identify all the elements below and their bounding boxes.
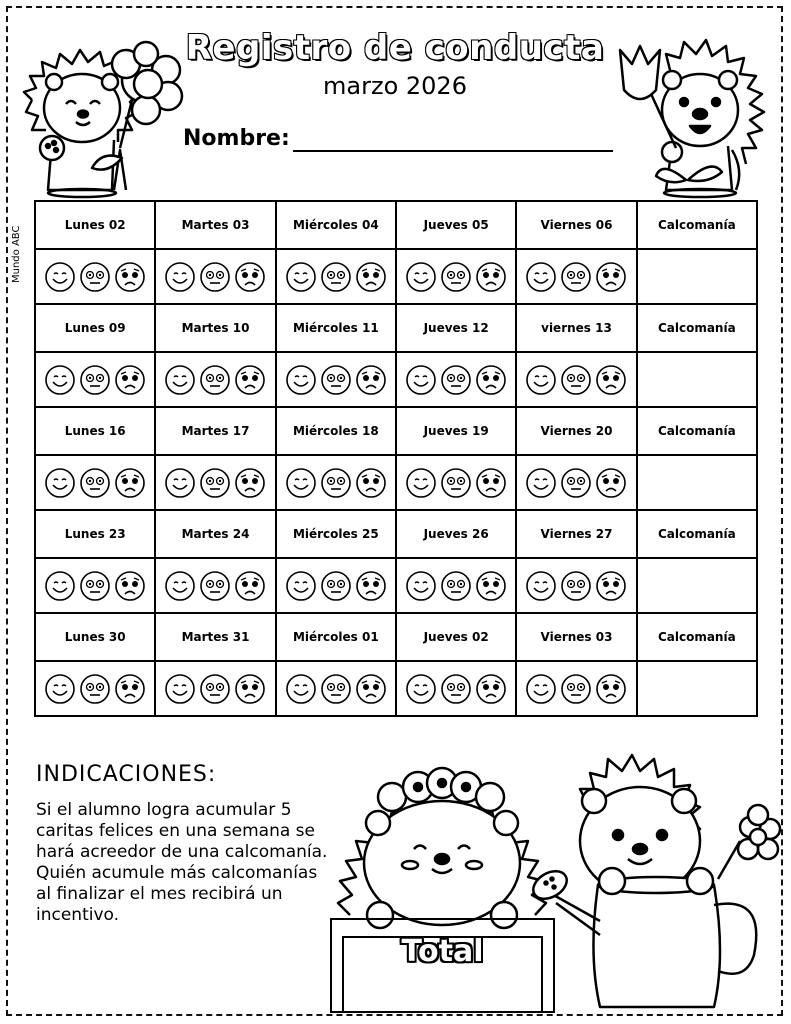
day-header-cell: Viernes 06 (516, 201, 636, 249)
sad-face-icon[interactable] (114, 467, 146, 499)
sticker-header-cell: Calcomanía (637, 613, 757, 661)
day-header-cell: viernes 13 (516, 304, 636, 352)
happy-face-icon[interactable] (44, 570, 76, 602)
sticker-header-cell: Calcomanía (637, 510, 757, 558)
neutral-face-icon[interactable] (440, 467, 472, 499)
week-faces-row (35, 558, 757, 613)
day-header-cell: Jueves 26 (396, 510, 516, 558)
face-options (397, 261, 515, 293)
happy-face-icon[interactable] (285, 673, 317, 705)
happy-face-icon[interactable] (285, 364, 317, 396)
day-faces-cell (276, 661, 396, 716)
total-label: Total (401, 934, 484, 969)
day-faces-cell (276, 455, 396, 510)
day-faces-cell (396, 661, 516, 716)
week-header-row (35, 613, 757, 661)
day-header-cell: Miércoles 18 (276, 407, 396, 455)
happy-face-icon[interactable] (285, 570, 317, 602)
sad-face-icon[interactable] (234, 673, 266, 705)
happy-face-icon[interactable] (44, 364, 76, 396)
sad-face-icon[interactable] (355, 467, 387, 499)
instructions-text: Si el alumno logra acumular 5 caritas felices en una semana se hará acreedor de una calcomanía. Quién acumule más calcomanías al finalizar el mes recibirá un incentivo. (36, 800, 328, 925)
day-header-cell: Viernes 20 (516, 407, 636, 455)
day-header-cell: Jueves 19 (396, 407, 516, 455)
happy-face-icon[interactable] (44, 673, 76, 705)
face-options (36, 467, 154, 499)
sad-face-icon[interactable] (475, 467, 507, 499)
neutral-face-icon[interactable] (440, 364, 472, 396)
neutral-face-icon[interactable] (199, 364, 231, 396)
neutral-face-icon[interactable] (199, 467, 231, 499)
sad-face-icon[interactable] (114, 364, 146, 396)
day-header-cell: Martes 24 (155, 510, 275, 558)
sad-face-icon[interactable] (355, 570, 387, 602)
face-options (397, 673, 515, 705)
sad-face-icon[interactable] (355, 364, 387, 396)
sad-face-icon[interactable] (595, 364, 627, 396)
happy-face-icon[interactable] (405, 261, 437, 293)
neutral-face-icon[interactable] (320, 261, 352, 293)
face-options (517, 364, 635, 396)
neutral-face-icon[interactable] (199, 673, 231, 705)
neutral-face-icon[interactable] (320, 467, 352, 499)
face-options (277, 364, 395, 396)
happy-face-icon[interactable] (525, 261, 557, 293)
day-faces-cell (35, 352, 155, 407)
happy-face-icon[interactable] (285, 467, 317, 499)
instructions-title: INDICACIONES: (36, 762, 217, 787)
day-faces-cell (396, 249, 516, 304)
day-faces-cell (276, 249, 396, 304)
neutral-face-icon[interactable] (320, 364, 352, 396)
happy-face-icon[interactable] (164, 467, 196, 499)
day-faces-cell (516, 661, 636, 716)
face-options (277, 261, 395, 293)
hedgehog-tulip-illustration-right (600, 30, 780, 200)
name-underline[interactable] (293, 150, 613, 152)
week-header-row (35, 510, 757, 558)
day-header-cell: Miércoles 04 (276, 201, 396, 249)
happy-face-icon[interactable] (164, 673, 196, 705)
happy-face-icon[interactable] (405, 673, 437, 705)
day-faces-cell (276, 558, 396, 613)
face-options (517, 570, 635, 602)
happy-face-icon[interactable] (164, 261, 196, 293)
face-options (397, 467, 515, 499)
happy-face-icon[interactable] (164, 570, 196, 602)
face-options (517, 467, 635, 499)
face-options (36, 570, 154, 602)
neutral-face-icon[interactable] (560, 364, 592, 396)
sad-face-icon[interactable] (114, 673, 146, 705)
day-faces-cell (155, 352, 275, 407)
neutral-face-icon[interactable] (79, 364, 111, 396)
behavior-table (34, 200, 758, 717)
sad-face-icon[interactable] (234, 467, 266, 499)
day-header-cell: Jueves 02 (396, 613, 516, 661)
week-header-row (35, 407, 757, 455)
day-header-cell: Lunes 02 (35, 201, 155, 249)
neutral-face-icon[interactable] (79, 467, 111, 499)
hedgehog-watering-can-illustration (528, 745, 783, 1013)
sad-face-icon[interactable] (234, 364, 266, 396)
day-header-cell: Miércoles 11 (276, 304, 396, 352)
sad-face-icon[interactable] (475, 673, 507, 705)
face-options (277, 570, 395, 602)
sticker-cell[interactable] (637, 661, 757, 716)
sad-face-icon[interactable] (595, 467, 627, 499)
face-options (36, 261, 154, 293)
week-faces-row (35, 661, 757, 716)
sad-face-icon[interactable] (355, 673, 387, 705)
face-options (397, 570, 515, 602)
happy-face-icon[interactable] (164, 364, 196, 396)
happy-face-icon[interactable] (525, 467, 557, 499)
week-faces-row (35, 455, 757, 510)
day-header-cell: Viernes 03 (516, 613, 636, 661)
day-faces-cell (155, 455, 275, 510)
sticker-header-cell: Calcomanía (637, 407, 757, 455)
day-faces-cell (516, 249, 636, 304)
sticker-cell[interactable] (637, 558, 757, 613)
day-header-cell: Martes 17 (155, 407, 275, 455)
face-options (156, 364, 274, 396)
neutral-face-icon[interactable] (199, 261, 231, 293)
happy-face-icon[interactable] (525, 673, 557, 705)
day-header-cell: Martes 10 (155, 304, 275, 352)
neutral-face-icon[interactable] (320, 570, 352, 602)
sticker-header-cell: Calcomanía (637, 201, 757, 249)
week-faces-row (35, 352, 757, 407)
day-faces-cell (35, 558, 155, 613)
happy-face-icon[interactable] (405, 570, 437, 602)
name-label: Nombre: (183, 126, 290, 151)
sad-face-icon[interactable] (114, 261, 146, 293)
day-faces-cell (396, 455, 516, 510)
day-header-cell: Viernes 27 (516, 510, 636, 558)
neutral-face-icon[interactable] (320, 673, 352, 705)
day-faces-cell (516, 455, 636, 510)
hedgehog-crown-illustration (330, 765, 555, 930)
day-header-cell: Martes 03 (155, 201, 275, 249)
day-faces-cell (516, 558, 636, 613)
happy-face-icon[interactable] (525, 570, 557, 602)
month-subtitle: marzo 2026 (323, 72, 467, 100)
sad-face-icon[interactable] (595, 261, 627, 293)
sad-face-icon[interactable] (475, 364, 507, 396)
neutral-face-icon[interactable] (440, 261, 472, 293)
sad-face-icon[interactable] (475, 570, 507, 602)
hedgehog-flower-illustration-left (22, 30, 187, 200)
sticker-cell[interactable] (637, 249, 757, 304)
face-options (156, 467, 274, 499)
day-faces-cell (35, 249, 155, 304)
sad-face-icon[interactable] (234, 261, 266, 293)
neutral-face-icon[interactable] (440, 673, 472, 705)
neutral-face-icon[interactable] (560, 467, 592, 499)
sad-face-icon[interactable] (595, 673, 627, 705)
sad-face-icon[interactable] (355, 261, 387, 293)
day-header-cell: Martes 31 (155, 613, 275, 661)
day-header-cell: Lunes 30 (35, 613, 155, 661)
neutral-face-icon[interactable] (79, 673, 111, 705)
sad-face-icon[interactable] (114, 570, 146, 602)
sticker-cell[interactable] (637, 352, 757, 407)
happy-face-icon[interactable] (44, 261, 76, 293)
day-header-cell: Jueves 12 (396, 304, 516, 352)
day-faces-cell (516, 352, 636, 407)
face-options (397, 364, 515, 396)
face-options (277, 467, 395, 499)
day-faces-cell (276, 352, 396, 407)
total-box[interactable] (330, 918, 555, 1013)
week-faces-row (35, 249, 757, 304)
day-faces-cell (396, 558, 516, 613)
sad-face-icon[interactable] (234, 570, 266, 602)
neutral-face-icon[interactable] (560, 261, 592, 293)
face-options (36, 364, 154, 396)
day-header-cell: Lunes 23 (35, 510, 155, 558)
face-options (156, 673, 274, 705)
day-header-cell: Miércoles 01 (276, 613, 396, 661)
neutral-face-icon[interactable] (79, 261, 111, 293)
day-header-cell: Lunes 16 (35, 407, 155, 455)
sticker-cell[interactable] (637, 455, 757, 510)
happy-face-icon[interactable] (525, 364, 557, 396)
neutral-face-icon[interactable] (560, 570, 592, 602)
week-header-row (35, 201, 757, 249)
happy-face-icon[interactable] (405, 364, 437, 396)
face-options (36, 673, 154, 705)
neutral-face-icon[interactable] (560, 673, 592, 705)
face-options (156, 570, 274, 602)
neutral-face-icon[interactable] (440, 570, 472, 602)
day-header-cell: Jueves 05 (396, 201, 516, 249)
sad-face-icon[interactable] (595, 570, 627, 602)
day-faces-cell (155, 558, 275, 613)
happy-face-icon[interactable] (405, 467, 437, 499)
neutral-face-icon[interactable] (199, 570, 231, 602)
happy-face-icon[interactable] (285, 261, 317, 293)
day-faces-cell (155, 661, 275, 716)
sad-face-icon[interactable] (475, 261, 507, 293)
page-title: Registro de conducta (185, 28, 605, 68)
face-options (517, 261, 635, 293)
sticker-header-cell: Calcomanía (637, 304, 757, 352)
neutral-face-icon[interactable] (79, 570, 111, 602)
face-options (277, 673, 395, 705)
face-options (156, 261, 274, 293)
day-header-cell: Lunes 09 (35, 304, 155, 352)
day-faces-cell (35, 455, 155, 510)
day-faces-cell (35, 661, 155, 716)
name-field[interactable] (183, 126, 613, 156)
brand-vertical-text: Mundo ABC (11, 225, 22, 283)
face-options (517, 673, 635, 705)
day-header-cell: Miércoles 25 (276, 510, 396, 558)
day-faces-cell (396, 352, 516, 407)
happy-face-icon[interactable] (44, 467, 76, 499)
week-header-row (35, 304, 757, 352)
day-faces-cell (155, 249, 275, 304)
